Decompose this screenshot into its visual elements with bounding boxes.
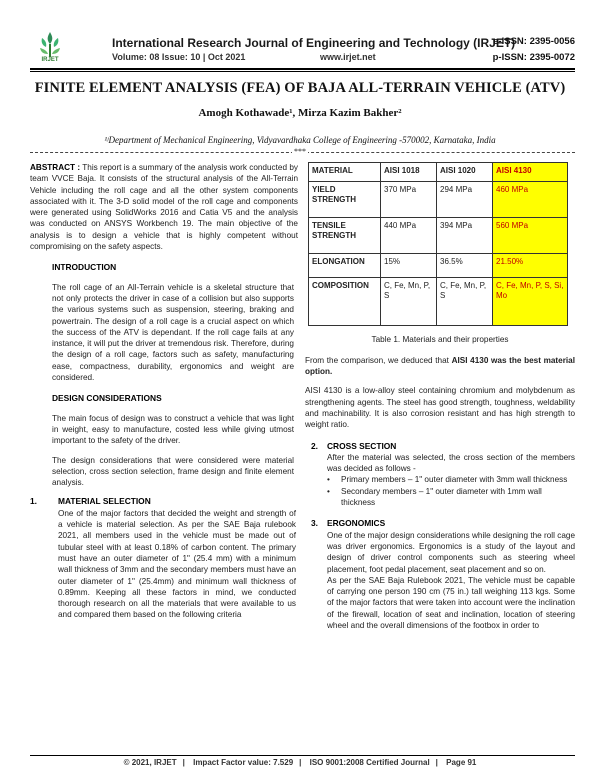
- table-cell-highlight: 460 MPa: [493, 181, 568, 217]
- ergonomics-paragraph-1: One of the major design considerations while designing the roll cage was driver ergonomics. Ergonomics is a study of the layout and design of driver control components such as steering wheel placement, foot pedal placement, seat placement and so on.: [327, 530, 575, 574]
- footer-copyright: © 2021, IRJET: [123, 758, 177, 767]
- journal-header: [30, 30, 575, 66]
- table-row-label: YIELD STRENGTH: [309, 181, 381, 217]
- abstract-label: ABSTRACT :: [30, 163, 81, 172]
- comparison-paragraph: [305, 355, 575, 378]
- ergonomics-title: ERGONOMICS: [327, 518, 386, 529]
- ergonomics-heading: [305, 518, 575, 529]
- table-cell: 370 MPa: [381, 181, 437, 217]
- table-row: [309, 217, 568, 253]
- materials-table: [308, 162, 568, 326]
- table-cell-highlight: 560 MPa: [493, 217, 568, 253]
- cross-section-text: After the material was selected, the cross section of the members was decided as follows -: [327, 452, 575, 474]
- design-paragraph-1: The main focus of design was to construct a vehicle that was light in weight, easy to manufacture, costed less while giving utmost important to the safety of the driver.: [52, 413, 294, 446]
- aisi-paragraph: AISI 4130 is a low-alloy steel containing chromium and molybdenum as strengthening agents. The steel has good strength, toughness, weldability and machinability. It is also corrosion resistant and has high strength to weight ratio.: [305, 386, 575, 430]
- journal-website[interactable]: www.irjet.net: [320, 52, 376, 62]
- table-cell: 15%: [381, 253, 437, 277]
- table-cell: C, Fe, Mn, P, S: [437, 277, 493, 325]
- irjet-logo: [36, 30, 64, 66]
- logo-text: IRJET: [41, 57, 59, 63]
- table-caption: Table 1. Materials and their properties: [371, 334, 509, 344]
- design-paragraph-2: The design considerations that were considered were material selection, cross section selection, frame design and finite element analysis.: [52, 455, 294, 488]
- header-rule: [30, 68, 575, 70]
- footer-iso: ISO 9001:2008 Certified Journal: [309, 758, 430, 767]
- table-header-cell: MATERIAL: [309, 163, 381, 182]
- author-affiliation: ¹ʲDepartment of Mechanical Engineering, Vidyavardhaka College of Engineering -570002, Karnataka, India: [104, 135, 496, 145]
- footer-impact-factor: Impact Factor value: 7.529: [193, 758, 294, 767]
- cross-section-heading: [305, 441, 575, 452]
- header-rule-thin: [30, 71, 575, 72]
- material-selection-text: One of the major factors that decided the weight and strength of a vehicle is material selection. As per the SAE Baja rulebook 2021, all members used in the vehicle must be made out of tubular steel with at least 0.18% of carbon content. The primary must have an outer diameter of 1" (25.4 mm) with a minimum wall thickness of 3mm and the secondary members must have an outer diameter of 1" (25.4mm) and minimum wall thickness of 0.89mm. Keeping all these factors in mind, we conducted thorough research on all the materials that were available to us and compared them based on the following criteria: [58, 508, 296, 620]
- table-row-label: ELONGATION: [309, 253, 381, 277]
- abstract: [30, 162, 298, 252]
- left-column: [30, 162, 298, 621]
- cross-section-list: [305, 474, 575, 508]
- introduction-heading: INTRODUCTION: [52, 262, 117, 273]
- table-cell: C, Fe, Mn, P, S: [381, 277, 437, 325]
- ergonomics-paragraph-2: As per the SAE Baja Rulebook 2021, The vehicle must be capable of carrying one person 190 cm (75 in.) tall weighing 113 kgs. Some of the major factors that were taken into account were the inclination of the firewall, location of seat and inclination, location of steering wheel and the overall dimensions of the footbox in order to: [327, 575, 575, 631]
- footer-page-number: Page 91: [446, 758, 477, 767]
- table-header-cell-highlight: AISI 4130: [493, 163, 568, 182]
- cross-section-number: 2.: [311, 440, 318, 451]
- introduction-text: The roll cage of an All-Terrain vehicle is a skeletal structure that not only protects the driver in case of a collision but also supports the various systems such as suspension, steering, braking and powertrain. The design of a roll cage is a crucial aspect on which the success of the ATV is dependant. If the roll cage fails at any instance, it will put the driver at tremendous risk. Therefore, during the design of a roll cage, factors such as safety, manufacturing ease, compactness, durability, ergonomics and weight are considered.: [52, 282, 294, 383]
- table-cell-highlight: 21.50%: [493, 253, 568, 277]
- volume-issue: Volume: 08 Issue: 10 | Oct 2021: [112, 52, 246, 62]
- list-item: • Primary members – 1" outer diameter with 3mm wall thickness: [327, 474, 575, 485]
- table-row-label: COMPOSITION: [309, 277, 381, 325]
- table-cell: 294 MPa: [437, 181, 493, 217]
- page-footer: © 2021, IRJET | Impact Factor value: 7.529 | ISO 9001:2008 Certified Journal | Page 91: [123, 758, 477, 767]
- footer-rule: [30, 755, 575, 756]
- table-row-label: TENSILE STRENGTH: [309, 217, 381, 253]
- table-row: [309, 277, 568, 325]
- table-cell: 394 MPa: [437, 217, 493, 253]
- p-issn: p-ISSN: 2395-0072: [492, 52, 575, 63]
- table-cell: 440 MPa: [381, 217, 437, 253]
- material-selection-heading: [30, 496, 298, 507]
- separator-star: ***: [294, 147, 306, 156]
- right-column: [305, 162, 575, 631]
- material-selection-title: MATERIAL SELECTION: [58, 496, 151, 507]
- table-header-cell: AISI 1018: [381, 163, 437, 182]
- table-header-cell: AISI 1020: [437, 163, 493, 182]
- cross-section-title: CROSS SECTION: [327, 440, 397, 451]
- table-cell-highlight: C, Fe, Mn, P, S, Si, Mo: [493, 277, 568, 325]
- table-header-row: [309, 163, 568, 182]
- list-item: • Secondary members – 1" outer diameter with 1mm wall thickness: [327, 486, 575, 509]
- paper-authors: Amogh Kothawade¹, Mirza Kazim Bakher²: [198, 107, 402, 119]
- comparison-text: From the comparison, we deduced that: [305, 355, 449, 365]
- paper-title: FINITE ELEMENT ANALYSIS (FEA) OF BAJA ALL-TERRAIN VEHICLE (ATV): [34, 80, 566, 96]
- ergonomics-number: 3.: [311, 518, 318, 529]
- material-selection-number: 1.: [30, 496, 37, 507]
- design-heading: DESIGN CONSIDERATIONS: [52, 393, 162, 404]
- abstract-text: This report is a summary of the analysis work conducted by team VVCE Baja. It consists of the structural analysis of the All-Terrain Vehicle including the roll cage and all the other system components associated with it. The 3-D solid model of the roll cage and components were generated using SolidWorks 2016 and Catia V5 and the analysis was conducted on ANSYS Workbench 19. The main objective of the analysis is to design a vehicle that is highly competent without compromising on the safety aspects.: [30, 163, 298, 252]
- table-row: [309, 253, 568, 277]
- e-issn: e-ISSN: 2395-0056: [493, 36, 575, 47]
- comparison-bold: AISI 4130 was the best material option.: [305, 355, 575, 377]
- journal-name: International Research Journal of Engineering and Technology (IRJET): [112, 36, 516, 50]
- table-row: [309, 181, 568, 217]
- table-cell: 36.5%: [437, 253, 493, 277]
